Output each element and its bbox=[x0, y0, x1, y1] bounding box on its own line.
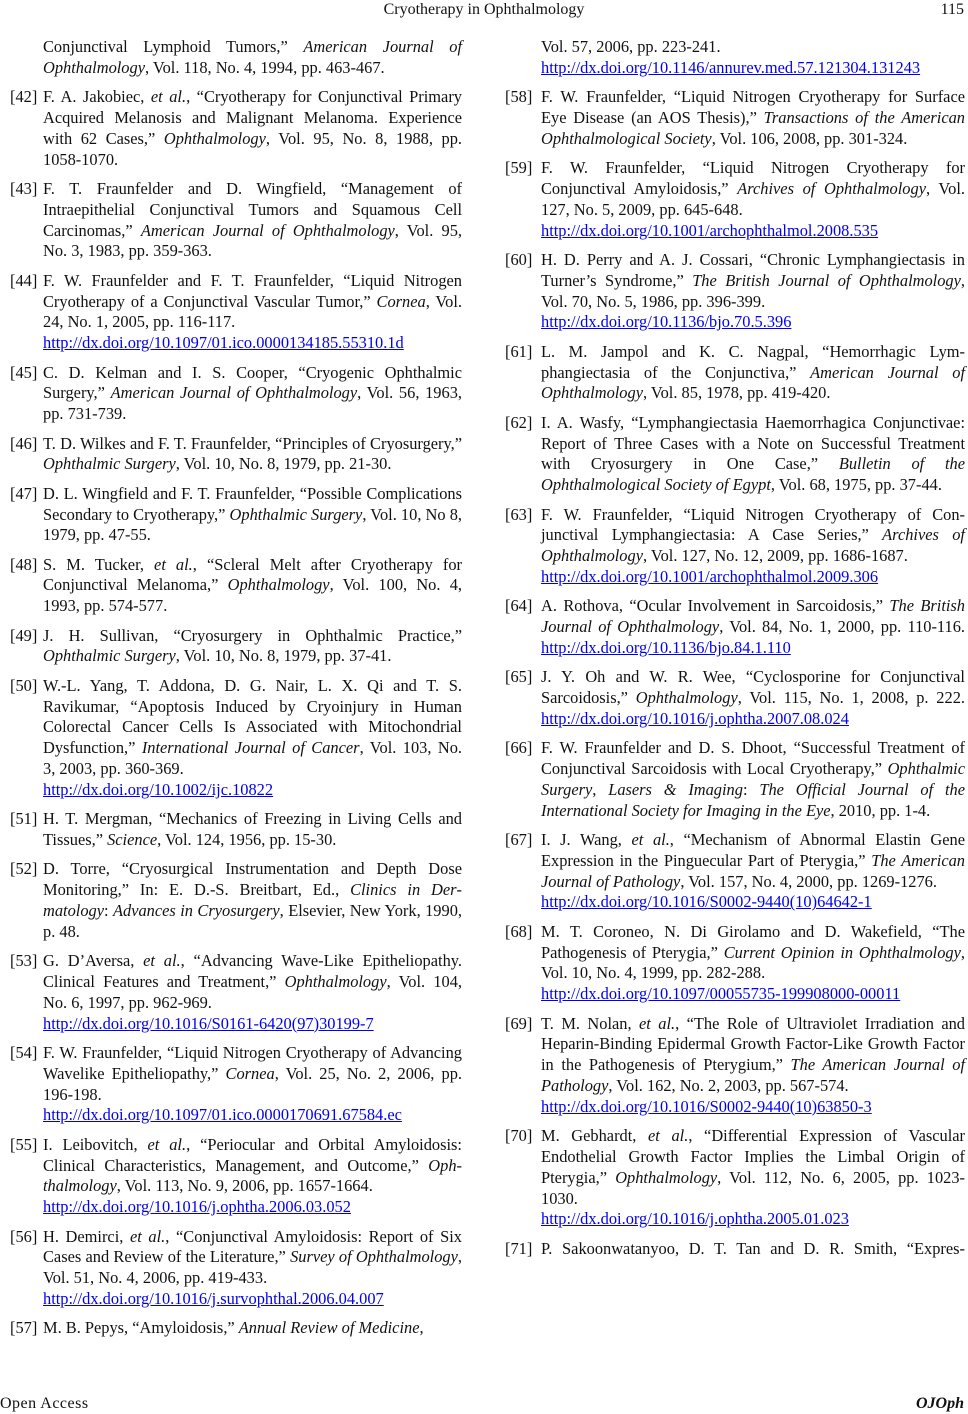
reference-text: , Vol. 25, No. 2, 2006, pp. 196-198. bbox=[43, 1063, 462, 1104]
journal-title: et al. bbox=[639, 1013, 676, 1033]
journal-title: Ophthalmology bbox=[163, 128, 266, 148]
footer-journal-abbrev: OJOph bbox=[915, 1395, 964, 1412]
reference-entry bbox=[505, 505, 965, 588]
reference-text: , “Cryotherapy for Conjunctival Primary Acquired Melanosis and Malignant Melanoma. Experience with 62 Cases,” bbox=[43, 87, 462, 148]
reference-entry bbox=[10, 626, 462, 668]
journal-title: Ophthalmology bbox=[615, 1167, 718, 1187]
reference-text: I. Leibovitch, bbox=[43, 1134, 148, 1154]
reference-number: [60] bbox=[505, 249, 533, 269]
journal-title: Clinics in Dermatology bbox=[43, 880, 462, 921]
reference-entry bbox=[505, 37, 965, 79]
reference-number: [62] bbox=[505, 412, 533, 432]
reference-text: M. B. Pepys, “Amyloidosis,” bbox=[43, 1318, 239, 1338]
reference-text: T. M. Nolan, bbox=[541, 1013, 639, 1033]
reference-number: [71] bbox=[505, 1238, 533, 1258]
journal-title: et al. bbox=[129, 1226, 166, 1246]
reference-text: , Vol. 56, 1963, pp. 731-739. bbox=[43, 383, 462, 424]
reference-text: D. L. Wingfield and F. T. Fraunfelder, “Possible Complications Secondary to Cryotherapy,” bbox=[43, 483, 462, 524]
reference-number: [45] bbox=[10, 362, 38, 382]
reference-entry bbox=[10, 859, 462, 942]
journal-title: Ophthalmology bbox=[43, 1155, 462, 1196]
reference-entry bbox=[505, 922, 965, 1005]
reference-entry bbox=[505, 667, 965, 729]
reference-text: F. A. Jakobiec, bbox=[43, 87, 151, 107]
reference-text: , Elsevier, New York, 1990, p. 48. bbox=[43, 901, 462, 941]
doi-link[interactable]: http://dx.doi.org/10.1016/S0002-9440(10)63850-3 bbox=[541, 1096, 872, 1116]
reference-entry bbox=[505, 87, 965, 149]
doi-link[interactable]: http://dx.doi.org/10.1016/j.ophtha.2006.03.052 bbox=[43, 1197, 351, 1217]
reference-text: , 2010, pp. 1-4. bbox=[830, 800, 931, 820]
doi-link[interactable]: http://dx.doi.org/10.1001/archophthalmol.2008.535 bbox=[541, 220, 879, 240]
journal-title: et al. bbox=[648, 1126, 689, 1146]
reference-entry bbox=[10, 1043, 462, 1126]
reference-text: , “Differential Expression of Vascular Endothelial Growth Factor Implies the Limbal Origin of Pterygia,” bbox=[541, 1126, 965, 1187]
reference-text: , Vol. 106, 2008, pp. 301-324. bbox=[711, 128, 908, 148]
reference-number: [61] bbox=[505, 341, 533, 361]
reference-text: , Vol. 10, No. 8, 1979, pp. 21-30. bbox=[175, 454, 392, 474]
references-right-column bbox=[505, 37, 965, 1268]
running-header-title: Cryotherapy in Ophthalmology bbox=[383, 1, 585, 18]
reference-text: , “Advancing Wave-Like Epitheliopathy. Clinical Features and Treatment,” bbox=[43, 951, 462, 991]
reference-number: [56] bbox=[10, 1226, 38, 1246]
reference-entry bbox=[10, 1318, 462, 1339]
reference-text: , Vol. 10, No. 4, 1999, pp. 282-288. bbox=[541, 942, 965, 983]
reference-number: [70] bbox=[505, 1126, 533, 1146]
reference-text: H. T. Mergman, “Mechanics of Freezing in Living Cells and Tissues,” bbox=[43, 809, 462, 850]
journal-title: Current Opinion in Ophthalmology bbox=[723, 942, 961, 962]
reference-number: [46] bbox=[10, 433, 38, 453]
reference-text: : bbox=[104, 901, 113, 921]
reference-number: [68] bbox=[505, 921, 533, 941]
journal-title: Lasers & Imaging bbox=[608, 779, 743, 799]
reference-entry bbox=[505, 342, 965, 404]
doi-link[interactable]: http://dx.doi.org/10.1097/00055735-199908000-00011 bbox=[541, 984, 901, 1004]
reference-text: , Vol. 100, No. 4, 1993, pp. 574-577. bbox=[43, 575, 462, 616]
reference-text: Vol. 57, 2006, pp. 223-241. bbox=[541, 37, 721, 56]
journal-title: The American Journal of Pathology bbox=[541, 850, 965, 891]
reference-text: , Vol. 127, No. 12, 2009, pp. 1686-1687. bbox=[642, 546, 908, 566]
reference-text: F. W. Fraunfelder, “Liquid Nitrogen Cryotherapy for Conjunctival Amyloidosis,” bbox=[541, 158, 965, 198]
reference-text: F. W. Fraunfelder and D. S. Dhoot, “Successful Treatment of Conjunctival Sarcoidosis with Local Cryotherapy,” bbox=[541, 738, 965, 779]
doi-link[interactable]: http://dx.doi.org/10.1016/j.ophtha.2005.01.023 bbox=[541, 1209, 849, 1229]
doi-link[interactable]: http://dx.doi.org/10.1097/01.ico.0000134185.55310.1d bbox=[43, 333, 404, 353]
doi-link[interactable]: http://dx.doi.org/10.1016/S0002-9440(10)64642-1 bbox=[541, 892, 872, 912]
journal-title: Archives of Ophthalmology bbox=[541, 525, 965, 566]
reference-number: [48] bbox=[10, 554, 38, 574]
journal-title: Ophthalmology bbox=[635, 688, 738, 708]
doi-link[interactable]: http://dx.doi.org/10.1136/bjo.84.1.110 bbox=[541, 637, 791, 657]
reference-text: , bbox=[419, 1318, 424, 1338]
reference-text: , Vol. 10, No 8, 1979, pp. 47-55. bbox=[43, 504, 462, 545]
reference-entry bbox=[10, 809, 462, 851]
reference-text: , Vol. 118, No. 4, 1994, pp. 463-467. bbox=[144, 57, 385, 77]
reference-text: T. D. Wilkes and F. T. Fraunfelder, “Principles of Cryosurgery,” bbox=[43, 433, 462, 453]
reference-number: [65] bbox=[505, 667, 533, 687]
reference-text: S. M. Tucker, bbox=[43, 554, 155, 574]
reference-text: P. Sakoonwatanyoo, D. T. Tan and D. R. Smith, “Expres- bbox=[541, 1238, 965, 1258]
reference-text: M. Gebhardt, bbox=[541, 1126, 649, 1146]
reference-text: , Vol. 157, No. 4, 2000, pp. 1269-1276. bbox=[680, 871, 937, 891]
reference-number: [47] bbox=[10, 483, 38, 503]
reference-text: L. M. Jampol and K. C. Nagpal, “Hemorrhagic Lymphangiectasia of the Conjunctiva,” bbox=[541, 341, 965, 382]
journal-title: Archives of Ophthalmology bbox=[737, 178, 926, 198]
reference-text: , “The Role of Ultraviolet Irradiation and Heparin-Binding Epidermal Growth Factor-Like Growth Factor in the Pathogenesis of Pterygium,” bbox=[541, 1013, 965, 1075]
reference-entry bbox=[10, 179, 462, 262]
doi-link[interactable]: http://dx.doi.org/10.1001/archophthalmol.2009.306 bbox=[541, 566, 879, 586]
reference-entry bbox=[505, 250, 965, 333]
reference-entry bbox=[10, 37, 462, 79]
reference-entry bbox=[10, 271, 462, 354]
reference-entry bbox=[10, 951, 462, 1034]
reference-text: , “Scleral Melt after Cryotherapy for Conjunctival Melanoma,” bbox=[43, 554, 462, 595]
reference-text: , “Mechanism of Abnormal Elastin Gene Expression in the Pinguecular Part of Pterygia,” bbox=[541, 830, 966, 870]
journal-title: International Journal of Cancer bbox=[141, 738, 360, 758]
reference-text: , Vol. 112, No. 6, 2005, pp. 1023-1030. bbox=[541, 1167, 965, 1208]
journal-title: Transactions of the American Ophthalmological Society bbox=[541, 107, 965, 148]
reference-entry bbox=[505, 1014, 965, 1118]
journal-title: American Journal of Ophthalmology bbox=[43, 37, 462, 77]
reference-text: F. W. Fraunfelder and F. T. Fraunfelder, “Liquid Nitrogen Cryotherapy of a Conjunctival Vascular Tumor,” bbox=[43, 270, 462, 311]
journal-title: The British Journal of Ophthalmology bbox=[541, 596, 966, 637]
footer-open-access: Open Access bbox=[0, 1395, 89, 1412]
journal-title: Annual Review of Medicine bbox=[238, 1318, 420, 1338]
reference-text: , Vol. 51, No. 4, 2006, pp. 419-433. bbox=[43, 1247, 462, 1288]
reference-entry bbox=[10, 555, 462, 617]
reference-text: , “Periocular and Orbital Amyloidosis: Clinical Characteristics, Management, and Outcome,” bbox=[43, 1134, 462, 1175]
journal-title: et al. bbox=[631, 830, 670, 850]
reference-text: , Vol. 84, No. 1, 2000, pp. 110-116. bbox=[719, 617, 965, 637]
journal-title: Ophthalmology bbox=[227, 575, 330, 595]
reference-number: [64] bbox=[505, 596, 533, 616]
reference-entry bbox=[505, 413, 965, 496]
reference-entry bbox=[10, 363, 462, 425]
reference-number: [52] bbox=[10, 859, 38, 879]
reference-number: [50] bbox=[10, 675, 38, 695]
reference-text: , Vol. 95, No. 3, 1983, pp. 359-363. bbox=[43, 220, 462, 261]
reference-number: [42] bbox=[10, 87, 38, 107]
reference-number: [44] bbox=[10, 270, 38, 290]
reference-text: , Vol. 70, No. 5, 1986, pp. 396-399. bbox=[541, 270, 965, 311]
page-number: 115 bbox=[940, 1, 964, 18]
reference-entry bbox=[10, 1227, 462, 1310]
reference-number: [63] bbox=[505, 504, 533, 524]
reference-text: H. Demirci, bbox=[43, 1226, 130, 1246]
reference-text: H. D. Perry and A. J. Cossari, “Chronic Lymphangiectasis in Turner’s Syndrome,” bbox=[541, 249, 965, 290]
reference-number: [67] bbox=[505, 830, 533, 850]
journal-title: Cornea bbox=[376, 291, 426, 311]
journal-title: Science bbox=[107, 830, 158, 850]
reference-text: , Vol. 10, No. 8, 1979, pp. 37-41. bbox=[175, 646, 392, 666]
reference-text: , Vol. 85, 1978, pp. 419-420. bbox=[642, 383, 831, 403]
reference-entry bbox=[505, 596, 965, 658]
journal-title: The American Journal of Pathology bbox=[541, 1055, 965, 1095]
reference-entry bbox=[505, 830, 965, 913]
reference-text: , “Conjunctival Amyloidosis: Report of Six Cases and Review of the Literature,” bbox=[43, 1226, 462, 1267]
reference-number: [59] bbox=[505, 158, 533, 178]
journal-title: Survey of Ophthalmology bbox=[290, 1247, 458, 1267]
reference-number: [54] bbox=[10, 1042, 38, 1062]
reference-number: [69] bbox=[505, 1013, 533, 1033]
reference-number: [57] bbox=[10, 1318, 38, 1338]
reference-number: [53] bbox=[10, 951, 38, 971]
journal-title: Bulletin of the Ophthalmological Society of Egypt bbox=[541, 454, 965, 495]
journal-title: Ophthalmic Surgery bbox=[43, 646, 176, 666]
reference-entry bbox=[505, 1239, 965, 1260]
reference-text: , Vol. 104, No. 6, 1997, pp. 962-969. bbox=[43, 972, 463, 1012]
reference-text: G. D’Aversa, bbox=[43, 951, 144, 971]
reference-text: M. T. Coroneo, N. Di Girolamo and D. Wakefield, “The Pathogenesis of Pterygia,” bbox=[541, 921, 965, 962]
journal-title: Ophthalmology bbox=[284, 972, 387, 991]
doi-link[interactable]: http://dx.doi.org/10.1016/S0161-6420(97)30199-7 bbox=[43, 1013, 374, 1033]
reference-text: , Vol. 124, 1956, pp. 15-30. bbox=[157, 830, 337, 850]
journal-title: et al. bbox=[154, 554, 193, 574]
reference-text: , Vol. 113, No. 9, 2006, pp. 1657-1664. bbox=[116, 1176, 373, 1196]
reference-number: [43] bbox=[10, 178, 38, 198]
reference-text: , Vol. 24, No. 1, 2005, pp. 116-117. bbox=[43, 291, 462, 332]
doi-link[interactable]: http://dx.doi.org/10.1146/annurev.med.57.121304.131243 bbox=[541, 57, 921, 77]
journal-title: Ophthalmic Surgery bbox=[43, 454, 176, 474]
reference-entry bbox=[10, 676, 462, 801]
reference-number: [51] bbox=[10, 809, 38, 829]
journal-title: Ophthalmic Surgery bbox=[229, 504, 363, 524]
doi-link[interactable]: http://dx.doi.org/10.1016/j.survophthal.2006.04.007 bbox=[43, 1288, 384, 1308]
journal-title: Advances in Cryosurgery bbox=[113, 901, 280, 921]
reference-text: , Vol. 127, No. 5, 2009, pp. 645-648. bbox=[541, 178, 965, 219]
journal-title: American Journal of Ophthalmology bbox=[110, 383, 358, 403]
journal-title: et al. bbox=[147, 1134, 187, 1154]
reference-entry bbox=[10, 434, 462, 476]
journal-title: et al. bbox=[143, 951, 181, 971]
reference-text: , Vol. 103, No. 3, 2003, pp. 360-369. bbox=[43, 738, 462, 779]
journal-title: et al. bbox=[150, 87, 187, 107]
reference-text: , Vol. 95, No. 8, 1988, pp. 1058-1070. bbox=[43, 128, 462, 169]
reference-text: , Vol. 162, No. 2, 2003, pp. 567-574. bbox=[608, 1075, 849, 1095]
reference-text: , Vol. 68, 1975, pp. 37-44. bbox=[770, 475, 942, 495]
reference-text: F. W. Fraunfelder, “Liquid Nitrogen Cryotherapy of Conjunctival Lymphangiectasia: A Case Series,” bbox=[541, 504, 965, 545]
reference-text: Conjunctival Lymphoid Tumors,” bbox=[43, 37, 304, 56]
doi-link[interactable]: http://dx.doi.org/10.1016/j.ophtha.2007.08.024 bbox=[541, 708, 849, 728]
journal-title: American Journal of Ophthalmology bbox=[140, 220, 395, 240]
reference-entry bbox=[10, 87, 462, 170]
reference-number: [58] bbox=[505, 87, 533, 107]
references-left-column bbox=[10, 37, 462, 1348]
reference-text: F. W. Fraunfelder, “Liquid Nitrogen Cryotherapy of Advancing Wavelike Epitheliopathy,” bbox=[43, 1042, 462, 1083]
reference-text: , Vol. 115, No. 1, 2008, p. 222. bbox=[737, 688, 965, 708]
journal-title: American Journal of Ophthalmology bbox=[541, 362, 966, 403]
reference-entry bbox=[10, 1135, 462, 1218]
doi-link[interactable]: http://dx.doi.org/10.1136/bjo.70.5.396 bbox=[541, 312, 792, 332]
reference-text: A. Rothova, “Ocular Involvement in Sarcoidosis,” bbox=[541, 596, 890, 616]
reference-entry bbox=[505, 738, 965, 821]
reference-text: W.-L. Yang, T. Addona, D. G. Nair, L. X. Qi and T. S. Ravikumar, “Apoptosis Induced by Cryoinjury in Human Colorectal Cancer Cells Is Associated with Mitochondrial Dysfunction,” bbox=[43, 675, 462, 758]
reference-text: : bbox=[742, 779, 760, 799]
doi-link[interactable]: http://dx.doi.org/10.1002/ijc.10822 bbox=[43, 779, 274, 799]
journal-title: The British Journal of Ophthalmology bbox=[692, 270, 961, 290]
reference-number: [49] bbox=[10, 625, 38, 645]
reference-text: F. T. Fraunfelder and D. Wingfield, “Management of Intraepithelial Conjunctival Tumors and Squamous Cell Carcinomas,” bbox=[43, 178, 462, 240]
reference-number: [55] bbox=[10, 1134, 38, 1154]
reference-text: , bbox=[592, 779, 609, 799]
reference-text: I. J. Wang, bbox=[541, 830, 632, 850]
journal-title: Cornea bbox=[225, 1063, 275, 1083]
reference-entry bbox=[505, 158, 965, 241]
reference-entry bbox=[505, 1126, 965, 1230]
reference-text: I. A. Wasfy, “Lymphangiectasia Haemorrhagica Conjunctivae: Report of Three Cases with a Note on Successful Treatment with Cryosurgery in One Case,” bbox=[541, 412, 965, 474]
doi-link[interactable]: http://dx.doi.org/10.1097/01.ico.0000170691.67584.ec bbox=[43, 1105, 402, 1125]
reference-entry bbox=[10, 484, 462, 546]
reference-text: J. Y. Oh and W. R. Wee, “Cyclosporine for Conjunctival Sarcoidosis,” bbox=[541, 667, 965, 708]
journal-title: Ophthalmic Surgery bbox=[541, 759, 965, 799]
reference-text: D. Torre, “Cryosurgical Instrumentation and Depth Dose Monitoring,” In: E. D.-S. Breitbart, Ed., bbox=[43, 859, 462, 900]
reference-number: [66] bbox=[505, 738, 533, 758]
reference-text: F. W. Fraunfelder, “Liquid Nitrogen Cryotherapy for Surface Eye Disease (an AOS Thesis),” bbox=[541, 87, 965, 127]
reference-text: J. H. Sullivan, “Cryosurgery in Ophthalmic Practice,” bbox=[43, 625, 462, 645]
reference-text: C. D. Kelman and I. S. Cooper, “Cryogenic Ophthalmic Surgery,” bbox=[43, 362, 462, 403]
journal-title: The Official Journal of the International Society for Imaging in the Eye bbox=[541, 779, 966, 820]
